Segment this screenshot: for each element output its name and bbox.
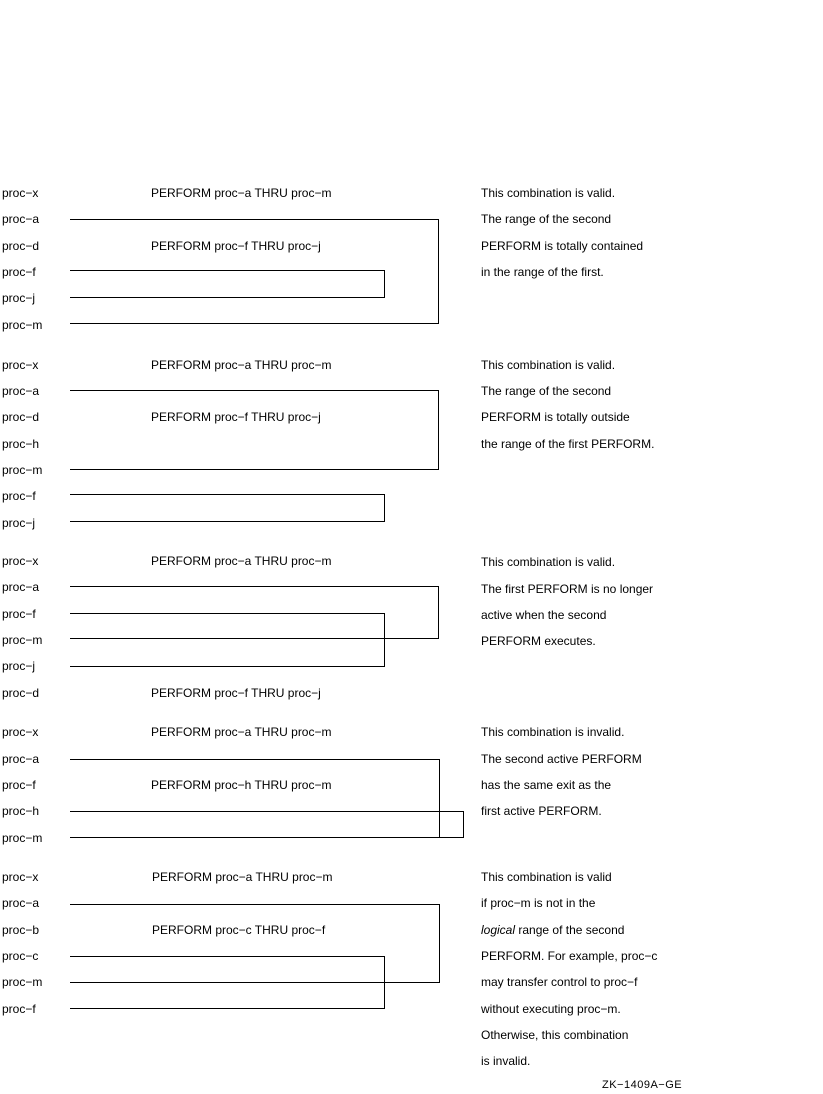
note-line: The second active PERFORM	[481, 752, 642, 766]
range-bracket-line	[70, 1008, 385, 1009]
note-line: The range of the second	[481, 384, 612, 398]
range-bracket-line	[70, 297, 385, 298]
perform-statement: PERFORM proc−a THRU proc−m	[151, 725, 332, 739]
perform-statement: PERFORM proc−c THRU proc−f	[152, 923, 326, 937]
range-bracket-line	[439, 759, 440, 838]
proc-label: proc−m	[2, 633, 43, 647]
range-bracket-line	[70, 219, 439, 220]
note-line: has the same exit as the	[481, 778, 612, 792]
note-line: This combination is valid.	[481, 358, 616, 372]
range-bracket-line	[384, 613, 385, 667]
note-line: in the range of the first.	[481, 265, 604, 279]
proc-label: proc−c	[2, 949, 39, 963]
figure-id: ZK−1409A−GE	[602, 1079, 683, 1091]
range-bracket-line	[439, 904, 440, 983]
range-bracket-line	[70, 586, 439, 587]
proc-label: proc−x	[2, 186, 39, 200]
proc-label: proc−d	[2, 686, 40, 700]
range-bracket-line	[463, 811, 464, 838]
proc-label: proc−b	[2, 923, 40, 937]
range-bracket-line	[70, 469, 439, 470]
range-bracket-line	[384, 270, 385, 298]
range-bracket-line	[70, 270, 385, 271]
range-bracket-line	[70, 837, 464, 838]
proc-label: proc−x	[2, 725, 39, 739]
note-line: This combination is invalid.	[481, 725, 625, 739]
perform-statement: PERFORM proc−a THRU proc−m	[151, 554, 332, 568]
proc-label: proc−m	[2, 831, 43, 845]
proc-label: proc−f	[2, 489, 36, 503]
proc-label: proc−j	[2, 516, 36, 530]
range-bracket-line	[384, 956, 385, 1009]
proc-label: proc−d	[2, 239, 40, 253]
note-line: This combination is valid.	[481, 186, 616, 200]
note-line: This combination is valid.	[481, 555, 616, 569]
proc-label: proc−f	[2, 778, 36, 792]
proc-label: proc−m	[2, 318, 43, 332]
proc-label: proc−a	[2, 212, 40, 226]
perform-statement: PERFORM proc−f THRU proc−j	[151, 410, 321, 424]
perform-statement: PERFORM proc−a THRU proc−m	[152, 870, 333, 884]
note-line: The first PERFORM is no longer	[481, 582, 654, 596]
note-line: PERFORM. For example, proc−c	[481, 949, 658, 963]
note-line: Otherwise, this combination	[481, 1028, 629, 1042]
perform-statement: PERFORM proc−a THRU proc−m	[151, 358, 332, 372]
note-line: the range of the first PERFORM.	[481, 437, 655, 451]
range-bracket-line	[70, 904, 440, 905]
note-line: first active PERFORM.	[481, 804, 602, 818]
proc-label: proc−f	[2, 1002, 36, 1016]
note-line: is invalid.	[481, 1054, 531, 1068]
proc-label: proc−m	[2, 975, 43, 989]
proc-label: proc−x	[2, 358, 39, 372]
range-bracket-line	[438, 586, 439, 639]
perform-statement: PERFORM proc−h THRU proc−m	[151, 778, 332, 792]
note-text: range of the second	[518, 923, 625, 937]
range-bracket-line	[438, 219, 439, 324]
note-line: PERFORM executes.	[481, 634, 596, 648]
proc-label: proc−f	[2, 265, 36, 279]
proc-label: proc−f	[2, 607, 36, 621]
proc-label: proc−d	[2, 410, 40, 424]
range-bracket-line	[70, 759, 440, 760]
proc-label: proc−m	[2, 463, 43, 477]
range-bracket-line	[70, 390, 439, 391]
proc-label: proc−j	[2, 291, 36, 305]
range-bracket-line	[70, 494, 385, 495]
range-bracket-line	[70, 613, 385, 614]
range-bracket-line	[438, 390, 439, 470]
proc-label: proc−h	[2, 437, 40, 451]
range-bracket-line	[70, 956, 385, 957]
proc-label: proc−a	[2, 752, 40, 766]
note-line	[481, 923, 624, 937]
proc-label: proc−j	[2, 659, 36, 673]
note-line: PERFORM is totally contained	[481, 239, 644, 253]
note-line: PERFORM is totally outside	[481, 410, 630, 424]
note-line: This combination is valid	[481, 870, 612, 884]
proc-label: proc−a	[2, 384, 40, 398]
note-line: The range of the second	[481, 212, 612, 226]
note-line: without executing proc−m.	[481, 1002, 621, 1016]
proc-label: proc−a	[2, 580, 40, 594]
emphasis-text: logical	[481, 923, 516, 937]
note-line: active when the second	[481, 608, 607, 622]
note-line: may transfer control to proc−f	[481, 975, 638, 989]
perform-statement: PERFORM proc−f THRU proc−j	[151, 686, 321, 700]
range-bracket-line	[70, 521, 385, 522]
proc-label: proc−x	[2, 554, 39, 568]
note-line: if proc−m is not in the	[481, 896, 596, 910]
proc-label: proc−x	[2, 870, 39, 884]
range-bracket-line	[70, 666, 385, 667]
proc-label: proc−h	[2, 804, 40, 818]
proc-label: proc−a	[2, 896, 40, 910]
perform-statement: PERFORM proc−a THRU proc−m	[151, 186, 332, 200]
perform-statement: PERFORM proc−f THRU proc−j	[151, 239, 321, 253]
range-bracket-line	[70, 323, 439, 324]
range-bracket-line	[384, 494, 385, 522]
range-bracket-line	[70, 811, 464, 812]
